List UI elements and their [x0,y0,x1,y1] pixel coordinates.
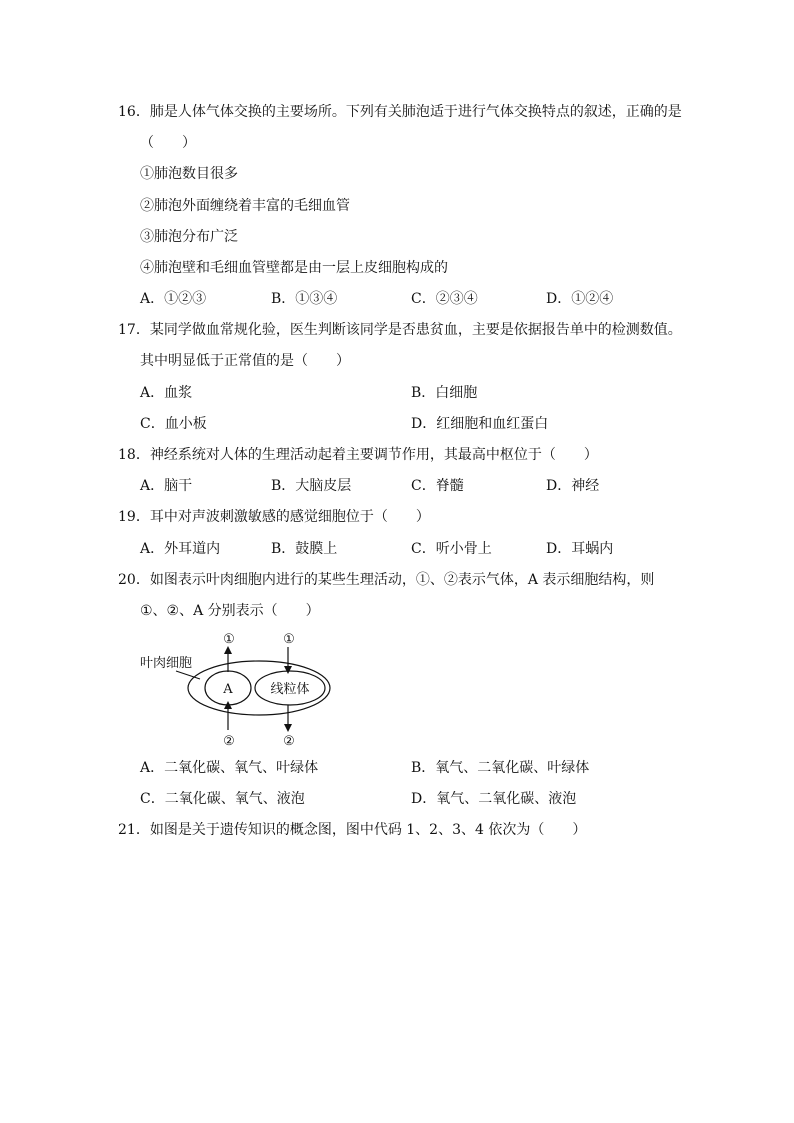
q17-option-b: B．白细胞 [411,385,478,401]
q19-option-c: C．听小骨上 [411,541,492,557]
q16-item-1: ①肺泡数目很多 [140,166,238,182]
q19-option-d: D．耳蜗内 [546,541,614,557]
q17-stem-line2: 其中明显低于正常值的是（ ） [140,353,350,369]
q19-stem: 19．耳中对声波刺激敏感的感觉细胞位于（ ） [118,509,430,525]
gas1-label-right: ① [283,632,295,647]
q16-item-2: ②肺泡外面缠绕着丰富的毛细血管 [140,198,350,214]
q16-stem: 16．肺是人体气体交换的主要场所。下列有关肺泡适于进行气体交换特点的叙述，正确的是 [118,104,682,120]
q18-option-d: D．神经 [546,478,600,494]
q17-stem-line1: 17．某同学做血常规化验，医生判断该同学是否患贫血，主要是依据报告单中的检测数值。 [118,322,682,338]
q20-option-c: C．二氧化碳、氧气、液泡 [140,791,305,807]
q16-option-b: B．①③④ [271,291,338,307]
q16-option-a: A．①②③ [140,291,207,307]
q20-option-d: D．氧气、二氧化碳、液泡 [411,791,577,807]
q18-option-b: B．大脑皮层 [271,478,352,494]
gas2-label-left: ② [223,734,235,749]
q20-stem-line1: 20．如图表示叶肉细胞内进行的某些生理活动，①、②表示气体，A 表示细胞结构，则 [118,572,655,588]
q16-item-3: ③肺泡分布广泛 [140,229,238,245]
q16-answer-paren: （ ） [140,135,196,151]
q18-stem: 18．神经系统对人体的生理活动起着主要调节作用，其最高中枢位于（ ） [118,447,598,463]
q16-option-c: C．②③④ [411,291,478,307]
mitochondrion-label: 线粒体 [270,682,310,697]
cell-label: 叶肉细胞 [140,656,193,671]
gas2-label-right: ② [283,734,295,749]
organelle-a-label: A [223,682,233,697]
q17-option-a: A．血浆 [140,385,193,401]
gas1-label-left: ① [223,632,235,647]
q20-option-b: B．氧气、二氧化碳、叶绿体 [411,760,590,776]
q17-option-c: C．血小板 [140,416,207,432]
q16-item-4: ④肺泡壁和毛细血管壁都是由一层上皮细胞构成的 [140,260,448,276]
q19-option-a: A．外耳道内 [140,541,221,557]
q17-option-d: D．红细胞和血红蛋白 [411,416,549,432]
q19-option-b: B．鼓膜上 [271,541,338,557]
q18-option-c: C．脊髓 [411,478,464,494]
q20-option-a: A．二氧化碳、氧气、叶绿体 [140,760,319,776]
q21-stem: 21．如图是关于遗传知识的概念图，图中代码 1、2、3、4 依次为（ ） [118,822,587,838]
q16-option-d: D．①②④ [546,291,614,307]
q20-stem-line2: ①、②、A 分别表示（ ） [140,603,320,619]
q18-option-a: A．脑干 [140,478,193,494]
